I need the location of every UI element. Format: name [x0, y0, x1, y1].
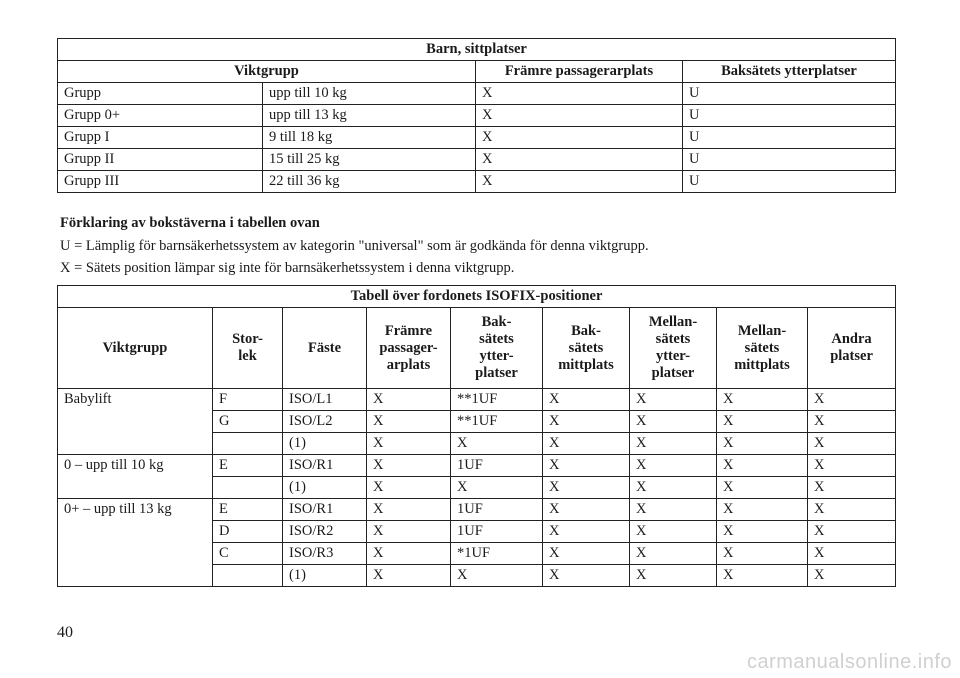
table-cell: C	[213, 543, 283, 565]
table-cell: U	[683, 127, 896, 149]
table-cell: Grupp 0+	[58, 105, 263, 127]
table-cell: X	[543, 499, 630, 521]
table-cell: X	[808, 455, 896, 477]
table-cell: Grupp	[58, 83, 263, 105]
table-cell: X	[630, 455, 717, 477]
legend-x-text: X = Sätets position lämpar sig inte för barnsäkerhetssystem i denna viktgrupp.	[60, 260, 515, 276]
table-cell: X	[630, 411, 717, 433]
table-cell: X	[476, 105, 683, 127]
table-cell: X	[717, 499, 808, 521]
table-cell: X	[808, 389, 896, 411]
table-cell: 15 till 25 kg	[263, 149, 476, 171]
table-cell: X	[367, 389, 451, 411]
table-cell: ISO/R3	[283, 543, 367, 565]
table-cell: X	[717, 477, 808, 499]
table-cell: X	[717, 411, 808, 433]
isofix-col-header: Mellan- sätets mittplats	[717, 308, 808, 389]
isofix-col-header: Främre passager- arplats	[367, 308, 451, 389]
table-cell: Grupp II	[58, 149, 263, 171]
isofix-col-header: Bak- sätets mittplats	[543, 308, 630, 389]
table-cell: **1UF	[451, 389, 543, 411]
table-cell: Grupp I	[58, 127, 263, 149]
table-cell: X	[367, 499, 451, 521]
table-cell: X	[367, 521, 451, 543]
table-cell: X	[808, 565, 896, 587]
legend-u-text: U = Lämplig för barnsäkerhetssystem av kategorin "universal" som är godkända för denna viktgrupp.	[60, 238, 649, 254]
isofix-col-header: Fäste	[283, 308, 367, 389]
table-row	[58, 105, 896, 127]
table-cell: X	[476, 171, 683, 193]
table-cell	[213, 433, 283, 455]
table-cell: X	[367, 565, 451, 587]
table-cell: U	[683, 171, 896, 193]
table-cell: X	[808, 521, 896, 543]
table-cell: *1UF	[451, 543, 543, 565]
table-cell: X	[476, 83, 683, 105]
table-cell: X	[543, 477, 630, 499]
col-header-rear-outer: Baksätets ytterplatser	[683, 61, 896, 83]
table-cell: U	[683, 149, 896, 171]
table-cell: X	[717, 565, 808, 587]
table-row	[58, 149, 896, 171]
table-cell: X	[367, 543, 451, 565]
table-cell: 9 till 18 kg	[263, 127, 476, 149]
table-cell: X	[717, 543, 808, 565]
table-cell: ISO/L2	[283, 411, 367, 433]
table-cell: X	[476, 127, 683, 149]
table-row	[58, 83, 896, 105]
weight-group-cell: 0+ – upp till 13 kg	[58, 499, 213, 587]
watermark: carmanualsonline.info	[746, 651, 952, 673]
table-cell: X	[367, 433, 451, 455]
table-cell: X	[808, 411, 896, 433]
table-cell: ISO/R1	[283, 455, 367, 477]
table-cell: Grupp III	[58, 171, 263, 193]
table-cell: X	[808, 433, 896, 455]
table-cell: X	[717, 433, 808, 455]
table-cell: X	[476, 149, 683, 171]
table-cell: X	[808, 477, 896, 499]
table-cell: 1UF	[451, 499, 543, 521]
table-cell: X	[543, 389, 630, 411]
table-cell: U	[683, 83, 896, 105]
table-cell: 22 till 36 kg	[263, 171, 476, 193]
table-cell: X	[543, 543, 630, 565]
table-cell: X	[630, 543, 717, 565]
table-row	[58, 455, 896, 477]
table-cell: X	[808, 499, 896, 521]
table-cell: X	[451, 565, 543, 587]
table-cell: X	[367, 477, 451, 499]
isofix-table	[57, 285, 896, 587]
table-cell: (1)	[283, 565, 367, 587]
table-cell: E	[213, 455, 283, 477]
table-cell: X	[451, 433, 543, 455]
col-header-front-passenger: Främre passagerarplats	[476, 61, 683, 83]
table-cell: X	[808, 543, 896, 565]
table-cell: G	[213, 411, 283, 433]
table-cell: 1UF	[451, 455, 543, 477]
col-header-weight-group: Viktgrupp	[58, 61, 476, 83]
table-row	[58, 127, 896, 149]
table-cell: X	[717, 389, 808, 411]
table-cell: X	[543, 455, 630, 477]
table-cell: upp till 10 kg	[263, 83, 476, 105]
table-cell: ISO/L1	[283, 389, 367, 411]
table-row	[58, 171, 896, 193]
table-cell: X	[630, 499, 717, 521]
table-cell: X	[630, 433, 717, 455]
isofix-col-header: Stor- lek	[213, 308, 283, 389]
isofix-table-title: Tabell över fordonets ISOFIX-positioner	[58, 286, 896, 308]
isofix-col-header: Bak- sätets ytter- platser	[451, 308, 543, 389]
table-cell: X	[630, 477, 717, 499]
table-cell: upp till 13 kg	[263, 105, 476, 127]
table-row	[58, 499, 896, 521]
table-cell: **1UF	[451, 411, 543, 433]
table-cell: X	[451, 477, 543, 499]
table-cell: X	[543, 433, 630, 455]
isofix-col-header: Mellan- sätets ytter- platser	[630, 308, 717, 389]
table-cell: (1)	[283, 477, 367, 499]
table-cell: D	[213, 521, 283, 543]
table-cell: X	[630, 521, 717, 543]
table-cell	[213, 477, 283, 499]
child-seat-table-title: Barn, sittplatser	[58, 39, 896, 61]
weight-group-cell: 0 – upp till 10 kg	[58, 455, 213, 499]
isofix-col-header: Viktgrupp	[58, 308, 213, 389]
table-cell: 1UF	[451, 521, 543, 543]
table-cell: X	[630, 389, 717, 411]
table-cell: X	[543, 565, 630, 587]
isofix-col-header: Andra platser	[808, 308, 896, 389]
table-cell: X	[543, 521, 630, 543]
legend-title: Förklaring av bokstäverna i tabellen ovan	[60, 215, 320, 231]
table-row	[58, 389, 896, 411]
child-seat-table	[57, 38, 896, 193]
table-cell: X	[717, 455, 808, 477]
table-cell: X	[717, 521, 808, 543]
table-cell: X	[367, 411, 451, 433]
table-cell: X	[630, 565, 717, 587]
weight-group-cell: Babylift	[58, 389, 213, 455]
table-cell: X	[367, 455, 451, 477]
table-cell: ISO/R2	[283, 521, 367, 543]
table-cell: U	[683, 105, 896, 127]
table-cell: ISO/R1	[283, 499, 367, 521]
table-cell: (1)	[283, 433, 367, 455]
table-cell	[213, 565, 283, 587]
table-cell: E	[213, 499, 283, 521]
table-cell: X	[543, 411, 630, 433]
table-cell: F	[213, 389, 283, 411]
page-number: 40	[57, 624, 73, 641]
